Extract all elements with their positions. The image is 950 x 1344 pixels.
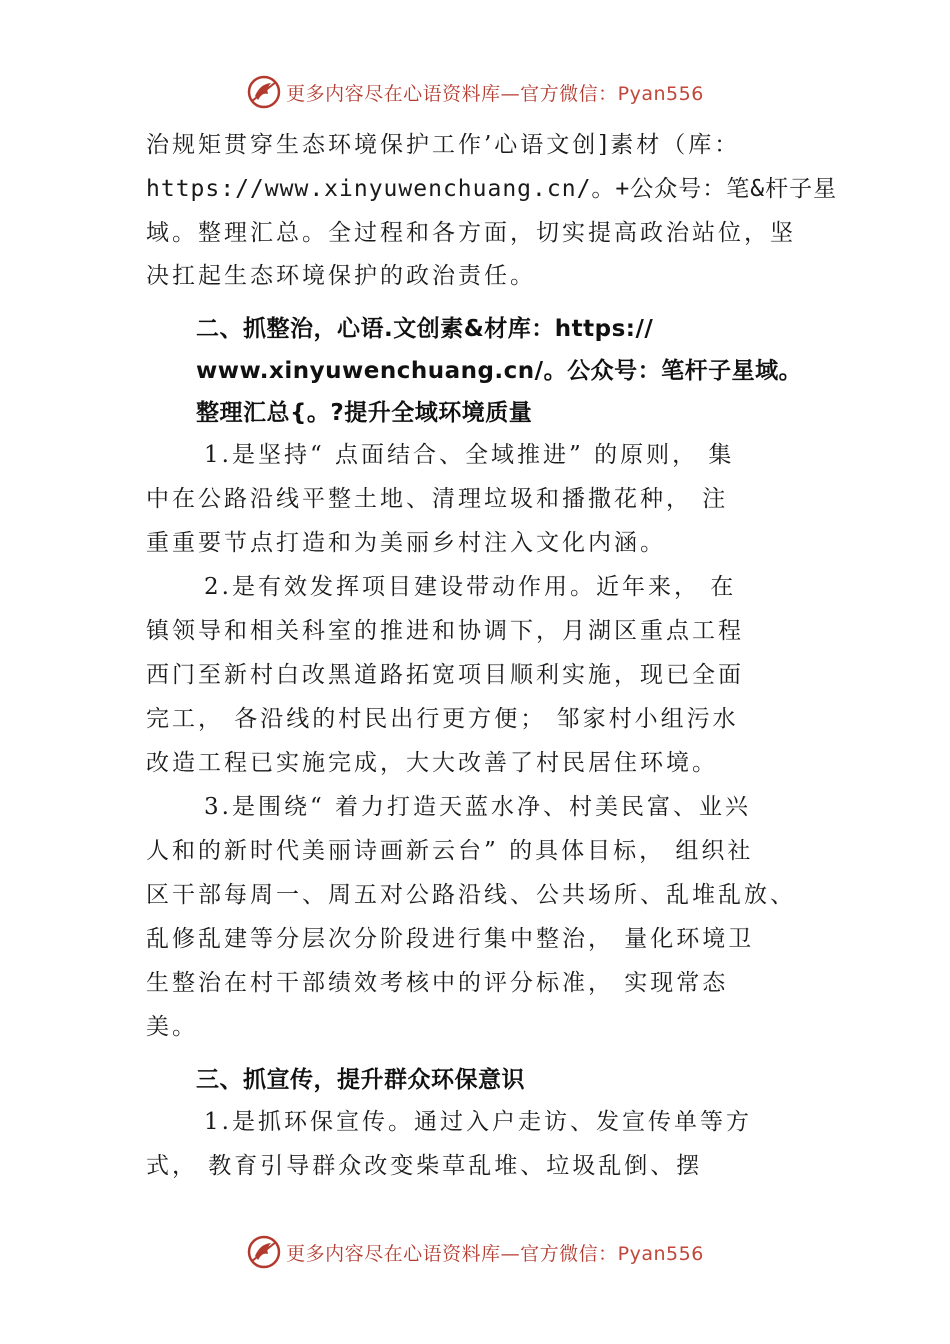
text-line: 区干部每周一、周五对公路沿线、公共场所、乱堆乱放、: [146, 882, 796, 908]
text-line: 决扛起生态环境保护的政治责任。: [146, 263, 536, 289]
text-line: https://www.xinyuwenchuang.cn/。+公众号：笔&杆子星: [146, 176, 838, 202]
text-line: 乱修乱建等分层次分阶段进行集中整治， 量化环境卫: [146, 926, 755, 952]
wechat-id: Pyan556: [617, 82, 704, 105]
text-line: 1.是抓环保宣传。通过入户走访、发宣传单等方: [204, 1109, 752, 1135]
seal-logo-icon: [246, 74, 282, 110]
text-line: 治规矩贯穿生态环境保护工作’心语文创]素材（库：: [146, 132, 741, 158]
text-line: 改造工程已实施完成，大大改善了村民居住环境。: [146, 750, 718, 776]
text-line: 西门至新村白改黑道路拓宽项目顺利实施，现已全面: [146, 662, 744, 688]
header-banner: [0, 72, 950, 112]
section-heading: www.xinyuwenchuang.cn/。公众号：笔杆子星域。: [196, 358, 803, 384]
text-line: 域。整理汇总。全过程和各方面，切实提高政治站位，坚: [146, 220, 796, 246]
section-heading: 三、抓宣传，提升群众环保意识: [196, 1067, 525, 1093]
text-line: 重重要节点打造和为美丽乡村注入文化内涵。: [146, 530, 666, 556]
wechat-id: Pyan556: [617, 1242, 704, 1265]
text-line: 式， 教育引导群众改变柴草乱堆、垃圾乱倒、摆: [146, 1153, 703, 1179]
banner-text: 更多内容尽在心语资料库—官方微信：Pyan556: [286, 82, 704, 105]
seal-logo-icon: [246, 1234, 282, 1270]
text-line: 2.是有效发挥项目建设带动作用。近年来， 在: [204, 574, 737, 600]
text-line: 人和的新时代美丽诗画新云台” 的具体目标， 组织社: [146, 838, 754, 864]
section-heading: 整理汇总{。?提升全域环境质量: [196, 400, 533, 426]
text-line: 完工， 各沿线的村民出行更方便； 邹家村小组污水: [146, 706, 739, 732]
footer-banner: [0, 1232, 950, 1272]
text-line: 镇领导和相关科室的推进和协调下，月湖区重点工程: [146, 618, 744, 644]
text-line: 美。: [146, 1014, 198, 1040]
section-heading: 二、抓整治，心语.文创素&材库：https://: [196, 316, 654, 342]
text-line: 3.是围绕“ 着力打造天蓝水净、村美民富、业兴: [204, 794, 752, 820]
text-line: 生整治在村干部绩效考核中的评分标准， 实现常态: [146, 970, 729, 996]
text-line: 1.是坚持“ 点面结合、全域推进” 的原则， 集: [204, 442, 735, 468]
text-line: 中在公路沿线平整土地、清理垃圾和播撒花种， 注: [146, 486, 729, 512]
banner-text: 更多内容尽在心语资料库—官方微信：Pyan556: [286, 1242, 704, 1265]
